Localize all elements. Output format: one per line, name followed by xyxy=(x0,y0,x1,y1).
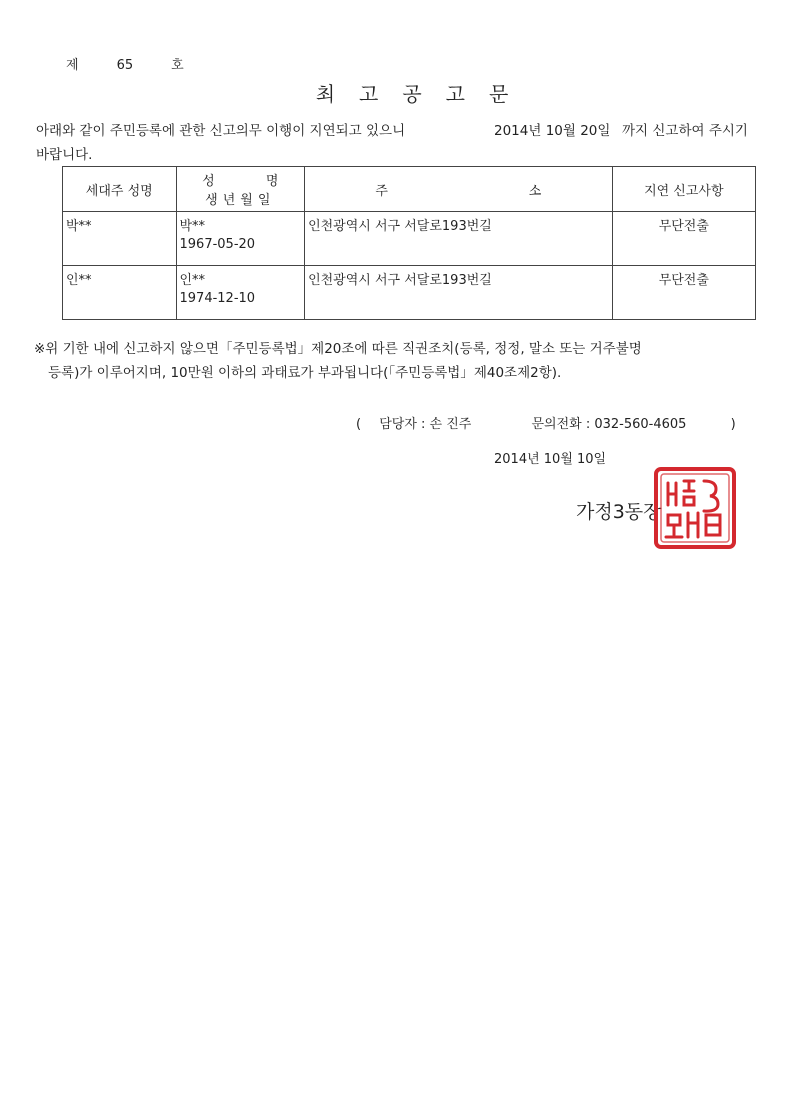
table-header-row xyxy=(63,167,756,212)
row-name-birth xyxy=(177,212,305,254)
issue-number-value: 65 xyxy=(116,58,134,73)
row-address: 인천광역시 서구 서달로193번길 xyxy=(308,273,492,288)
col-name-left: 성 xyxy=(202,174,215,189)
sign-date: 2014년 10월 10일 xyxy=(494,452,607,467)
row-name-birth xyxy=(177,266,305,308)
col-birth: 생년월일 xyxy=(205,193,276,208)
notice-line-2: 등록)가 이루어지며, 10만원 이하의 과태료가 부과됩니다(「주민등록법」제40조제2항). xyxy=(48,365,562,381)
intro-line-1: 아래와 같이 주민등록에 관한 신고의무 이행이 지연되고 있으니 xyxy=(36,123,406,139)
col-address-left: 주 xyxy=(375,183,388,199)
col-matter: 지연 신고사항 xyxy=(612,167,755,212)
row-householder: 인** xyxy=(66,273,92,288)
intro-deadline: 2014년 10월 20일 xyxy=(494,123,611,139)
issue-prefix: 제 xyxy=(66,58,79,73)
document-title: 최고공고문 xyxy=(315,82,533,106)
row-address: 인천광역시 서구 서달로193번길 xyxy=(308,219,492,234)
table-row xyxy=(63,266,756,320)
contact-info xyxy=(356,413,736,432)
intro-line-1-tail: 까지 신고하여 주시기 xyxy=(622,123,748,139)
col-address xyxy=(305,167,613,212)
col-name-birth xyxy=(176,167,305,212)
issue-suffix: 호 xyxy=(171,58,184,73)
official-seal-icon xyxy=(654,467,736,549)
row-name: 박** xyxy=(179,219,206,234)
row-name: 인** xyxy=(179,273,206,288)
contact-phone: 문의전화 : 032-560-4605 xyxy=(531,417,687,432)
row-householder: 박** xyxy=(66,219,92,234)
issuer-name: 가정3동장 xyxy=(576,501,662,523)
row-birth: 1974-12-10 xyxy=(179,291,256,306)
row-matter: 무단전출 xyxy=(658,273,709,288)
contact-officer: 담당자 : 손 진주 xyxy=(379,417,472,432)
row-birth: 1967-05-20 xyxy=(179,237,256,252)
col-householder: 세대주 성명 xyxy=(63,167,177,212)
row-matter: 무단전출 xyxy=(658,219,709,234)
table-row xyxy=(63,212,756,266)
col-address-right: 소 xyxy=(528,183,542,199)
col-name-right: 명 xyxy=(265,174,279,189)
contact-open-paren: ( xyxy=(356,417,362,432)
contact-close-paren: ) xyxy=(730,417,736,432)
overdue-report-table xyxy=(62,166,756,320)
issue-number xyxy=(66,54,222,73)
intro-line-2: 바랍니다. xyxy=(36,147,93,163)
notice-line-1: ※위 기한 내에 신고하지 않으면「주민등록법」제20조에 따른 직권조치(등록, 정정, 말소 또는 거주불명 xyxy=(34,341,642,357)
